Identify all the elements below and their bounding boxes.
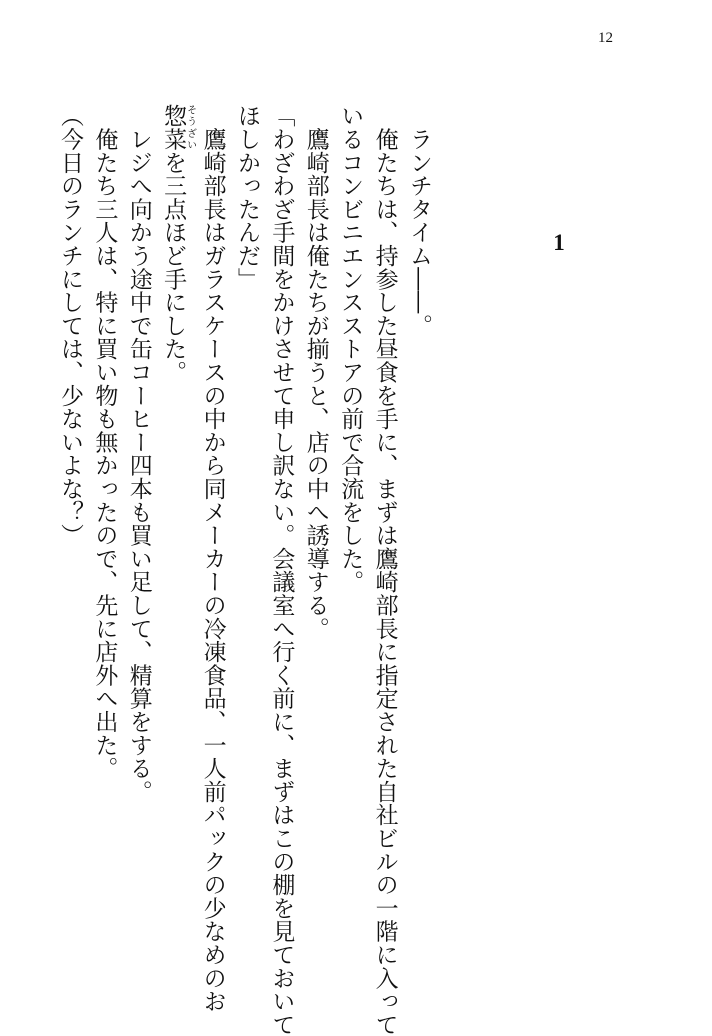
- text-after-ruby: を三点ほど手にした。: [160, 150, 187, 384]
- text-line: （今日のランチにしては、少ないよな？）: [56, 104, 83, 547]
- text-line: いるコンビニエンスストアの前で合流をした。: [337, 104, 364, 594]
- ruby-base: 惣菜: [160, 104, 187, 151]
- text-line: レジへ向かう途中で缶コーヒー四本も買い足して、精算をする。: [125, 104, 152, 803]
- body-text: [53, 104, 436, 1036]
- text-line: 鷹崎部長はガラスケースの中から同メーカーの冷凍食品、一人前パックの少なめのお: [199, 104, 226, 1013]
- ruby-word: [160, 104, 196, 151]
- text-line: 「わざわざ手間をかけさせて申し訳ない。会議室へ行く前に、まずはこの棚を見ておいて: [268, 104, 295, 1036]
- ruby-reading: そうざい: [184, 104, 196, 151]
- text-line: ほしかったんだ」: [233, 104, 260, 291]
- text-line: 俺たち三人は、特に買い物も無かったので、先に店外へ出た。: [91, 104, 118, 780]
- chapter-number: 1: [553, 230, 565, 255]
- text-line: 俺たちは、持参した昼食を手に、まずは鷹崎部長に指定された自社ビルの一階に入って: [371, 104, 398, 1036]
- text-line: [156, 104, 195, 984]
- page-number: 12: [598, 30, 613, 46]
- text-line: ランチタイム――。: [406, 104, 432, 337]
- text-line: 鷹崎部長は俺たちが揃うと、店の中へ誘導する。: [302, 104, 329, 640]
